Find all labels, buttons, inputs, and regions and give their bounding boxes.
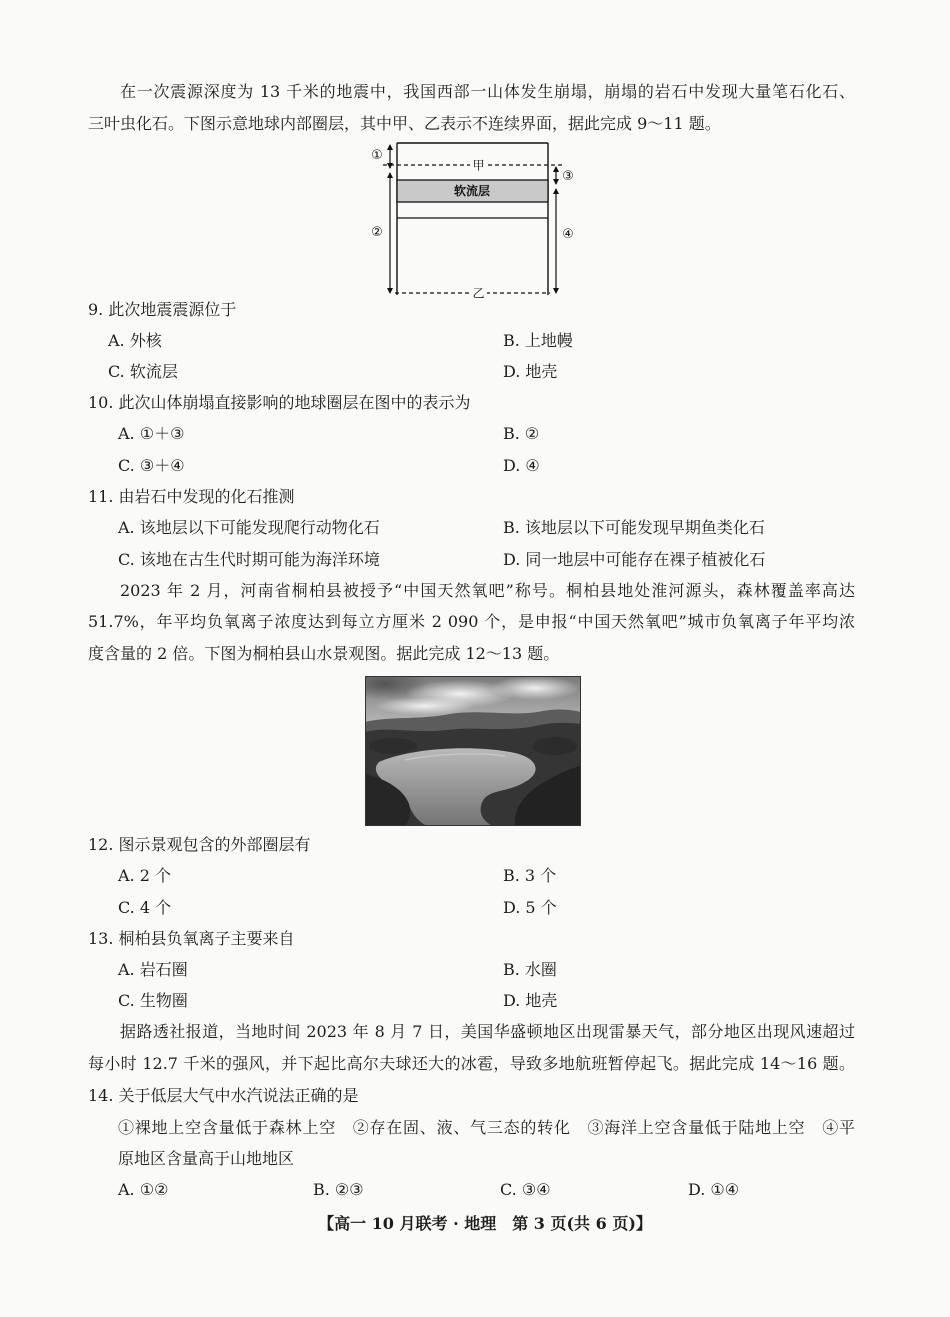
q10-option-a: A. ①＋③ xyxy=(118,424,185,443)
q13-option-d: D. 地壳 xyxy=(503,991,558,1010)
q12-option-b: B. 3 个 xyxy=(503,866,557,885)
passage-9-11-line-2: 三叶虫化石。下图示意地球内部圈层，其中甲、乙表示不连续界面，据此完成 9～11 题。 xyxy=(88,114,721,133)
q10-option-c: C. ③＋④ xyxy=(118,456,185,475)
q10-stem: 10. 此次山体崩塌直接影响的地球圈层在图中的表示为 xyxy=(88,393,471,412)
photo-cloud-2 xyxy=(490,676,580,700)
q14-option-d: D. ①④ xyxy=(688,1180,740,1199)
layer-2-label: ② xyxy=(371,225,383,240)
asthenosphere-label: 软流层 xyxy=(453,184,491,198)
passage-12-13-line-3: 度含量的 2 倍。下图为桐柏县山水景观图。据此完成 12～13 题。 xyxy=(88,644,560,663)
q11-option-a: A. 该地层以下可能发现爬行动物化石 xyxy=(118,518,380,537)
q11-option-c: C. 该地在古生代时期可能为海洋环境 xyxy=(118,550,380,569)
q9-option-d: D. 地壳 xyxy=(503,362,558,381)
passage-9-11-line-1: 在一次震源深度为 13 千米的地震中，我国西部一山体发生崩塌，崩塌的岩石中发现大量笔石化石、 xyxy=(120,82,855,101)
layer-4-label: ④ xyxy=(562,227,574,242)
q14-option-b: B. ②③ xyxy=(313,1180,364,1199)
q14-statements-line-1: ①裸地上空含量低于森林上空 ②存在固、液、气三态的转化 ③海洋上空含量低于陆地上空 ④平 xyxy=(118,1118,855,1137)
passage-12-13-line-2: 51.7%，年平均负氧离子浓度达到每立方厘米 2 090 个，是申报“中国天然氧吧”城市负氧离子年平均浓 xyxy=(88,612,855,631)
page-footer: 【高一 10 月联考 · 地理 第 3 页(共 6 页)】 xyxy=(318,1214,652,1233)
boundary-jia-label: 甲 xyxy=(472,158,485,173)
q12-option-c: C. 4 个 xyxy=(118,898,172,917)
q9-option-c: C. 软流层 xyxy=(108,362,178,381)
q9-option-a: A. 外核 xyxy=(108,331,162,350)
layer-1-label: ① xyxy=(371,148,383,163)
q11-option-b: B. 该地层以下可能发现早期鱼类化石 xyxy=(503,518,765,537)
q12-stem: 12. 图示景观包含的外部圈层有 xyxy=(88,835,311,854)
q11-option-d: D. 同一地层中可能存在裸子植被化石 xyxy=(503,550,766,569)
q14-stem: 14. 关于低层大气中水汽说法正确的是 xyxy=(88,1086,359,1105)
q12-option-d: D. 5 个 xyxy=(503,898,557,917)
q10-option-b: B. ② xyxy=(503,424,540,443)
q13-stem: 13. 桐柏县负氧离子主要来自 xyxy=(88,929,295,948)
earth-layers-diagram xyxy=(360,138,590,303)
q13-option-c: C. 生物圈 xyxy=(118,991,188,1010)
q9-option-b: B. 上地幔 xyxy=(503,331,573,350)
photo-cloud-3 xyxy=(375,697,475,715)
q11-stem: 11. 由岩石中发现的化石推测 xyxy=(88,487,295,506)
passage-14-16-line-1: 据路透社报道，当地时间 2023 年 8 月 7 日，美国华盛顿地区出现雷暴天气，部分地区出现风速超过 xyxy=(120,1022,855,1041)
passage-14-16-line-2: 每小时 12.7 千米的强风，并下起比高尔夫球还大的冰雹，导致多地航班暂停起飞。据此完成 14～16 题。 xyxy=(88,1054,855,1073)
q12-option-a: A. 2 个 xyxy=(118,866,171,885)
q14-statements-line-2: 原地区含量高于山地地区 xyxy=(118,1149,295,1168)
boundary-yi-label: 乙 xyxy=(472,286,485,301)
q9-stem: 9. 此次地震震源位于 xyxy=(88,300,237,319)
layer-3-label: ③ xyxy=(562,169,574,184)
q10-option-d: D. ④ xyxy=(503,456,540,475)
photo-forest-patch-1 xyxy=(533,737,577,755)
passage-12-13-line-1: 2023 年 2 月，河南省桐柏县被授予“中国天然氧吧”称号。桐柏县地处淮河源头，森林覆盖率高达 xyxy=(120,581,855,600)
landscape-photo xyxy=(365,676,581,826)
q13-option-a: A. 岩石圈 xyxy=(118,960,188,979)
photo-forest-patch-2 xyxy=(369,738,417,754)
q14-option-c: C. ③④ xyxy=(500,1180,551,1199)
q13-option-b: B. 水圈 xyxy=(503,960,557,979)
q14-option-a: A. ①② xyxy=(118,1180,169,1199)
